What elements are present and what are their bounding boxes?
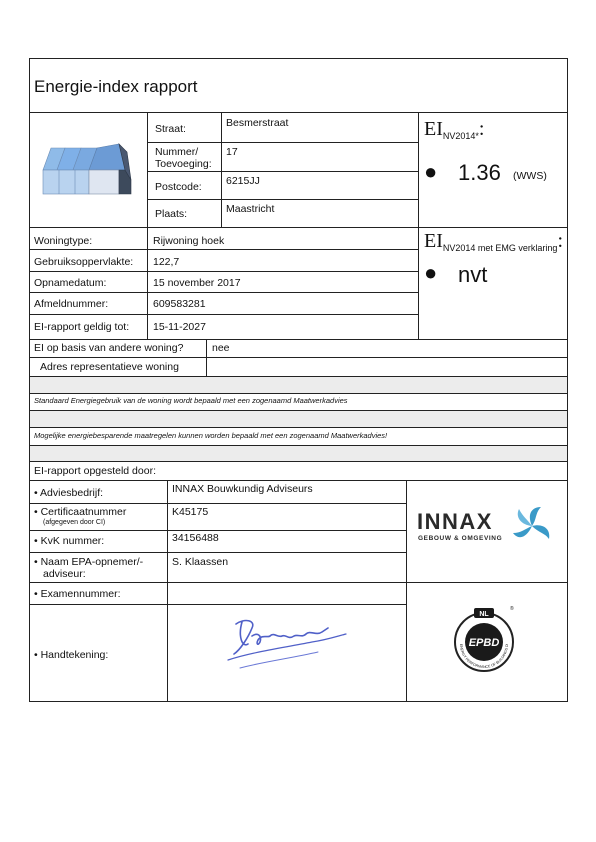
afmeld-value: 609583281 bbox=[153, 298, 206, 310]
city-label: Plaats: bbox=[155, 208, 188, 220]
divider bbox=[29, 314, 418, 315]
number-label-2: Toevoeging: bbox=[155, 158, 212, 170]
divider bbox=[147, 199, 418, 200]
divider bbox=[167, 480, 168, 702]
street-label: Straat: bbox=[155, 123, 186, 135]
kvk-label: • KvK nummer: bbox=[34, 535, 105, 547]
ei-primary-unit: (WWS) bbox=[513, 170, 547, 182]
divider bbox=[29, 112, 568, 113]
ei-emg-label: $EI_{NV2014 met EMG verklaring}$: bbox=[424, 230, 563, 253]
bureau-label: • Adviesbedrijf: bbox=[34, 487, 104, 499]
street-value: Besmerstraat bbox=[226, 117, 289, 129]
divider bbox=[147, 142, 418, 143]
ei-primary-value: 1.36 bbox=[458, 160, 501, 185]
divider bbox=[29, 357, 568, 358]
divider bbox=[147, 227, 148, 339]
ei-primary-label: $EI_{NV2014*}$: bbox=[424, 118, 485, 141]
naam-label-2: adviseur: bbox=[43, 568, 86, 580]
divider bbox=[29, 461, 568, 462]
divider bbox=[29, 552, 406, 553]
note-standard: Standaard Energiegebruik van de woning wordt bepaald met een zogenaamd Maatwerkadvies bbox=[34, 396, 348, 405]
spacer-row bbox=[30, 446, 567, 461]
divider bbox=[29, 227, 568, 228]
divider bbox=[29, 271, 418, 272]
epbd-ring-text: ENERGY PERFORMANCE OF BUILDINGS DI bbox=[458, 643, 510, 670]
cert-value: K45175 bbox=[172, 506, 209, 518]
woningtype-label: Woningtype: bbox=[34, 235, 93, 247]
adres-rep-label: Adres representatieve woning bbox=[40, 361, 179, 373]
divider bbox=[29, 503, 406, 504]
spacer-row bbox=[30, 377, 567, 393]
epbd-text: EPBD bbox=[468, 637, 500, 649]
house-icon bbox=[41, 140, 134, 198]
cert-sub: (afgegeven door CI) bbox=[43, 519, 106, 526]
page-title: Energie-index rapport bbox=[34, 77, 198, 96]
advisor-heading: EI-rapport opgesteld door: bbox=[34, 465, 156, 477]
divider bbox=[418, 112, 419, 339]
divider bbox=[29, 530, 406, 531]
divider bbox=[29, 249, 418, 250]
andere-value: nee bbox=[212, 342, 230, 354]
opp-label: Gebruiksoppervlakte: bbox=[34, 256, 134, 268]
opp-value: 122,7 bbox=[153, 256, 180, 268]
postcode-value: 6215JJ bbox=[226, 175, 260, 187]
hand-label: • Handtekening: bbox=[34, 649, 109, 661]
geldig-label: EI-rapport geldig tot: bbox=[34, 321, 130, 333]
naam-label: • Naam EPA-opnemer/- bbox=[34, 556, 144, 568]
divider bbox=[221, 112, 222, 227]
innax-logo bbox=[413, 503, 563, 548]
spacer-row bbox=[30, 411, 567, 427]
naam-value: S. Klaassen bbox=[172, 556, 229, 568]
afmeld-label: Afmeldnummer: bbox=[34, 298, 109, 310]
bureau-value: INNAX Bouwkundig Adviseurs bbox=[172, 483, 313, 495]
opname-value: 15 november 2017 bbox=[153, 277, 241, 289]
innax-swirl-icon bbox=[509, 505, 555, 547]
divider bbox=[29, 393, 568, 394]
registered-icon: ® bbox=[510, 606, 514, 612]
geldig-value: 15-11-2027 bbox=[153, 321, 206, 333]
ei-emg-value: nvt bbox=[458, 262, 488, 287]
kvk-value: 34156488 bbox=[172, 532, 219, 544]
divider bbox=[29, 480, 568, 481]
number-value: 17 bbox=[226, 146, 238, 158]
epbd-logo bbox=[452, 604, 518, 676]
bullet-icon: ● bbox=[424, 260, 438, 285]
divider bbox=[406, 480, 407, 702]
innax-subtitle: GEBOUW & OMGEVING bbox=[418, 535, 503, 542]
andere-label: EI op basis van andere woning? bbox=[34, 342, 184, 354]
divider bbox=[147, 171, 418, 172]
divider bbox=[29, 582, 568, 583]
signature-image bbox=[222, 614, 352, 676]
divider bbox=[29, 604, 406, 605]
epbd-nl-text: NL bbox=[479, 611, 489, 618]
divider bbox=[29, 292, 418, 293]
divider bbox=[29, 427, 568, 428]
bullet-icon: ● bbox=[424, 159, 438, 184]
note-measures: Mogelijke energiebesparende maatregelen kunnen worden bepaald met een zogenaamd Maatwerkadvies! bbox=[34, 431, 388, 440]
woningtype-value: Rijwoning hoek bbox=[153, 235, 225, 247]
innax-wordmark: INNAX bbox=[417, 509, 493, 534]
cert-label: • Certificaatnummer bbox=[34, 506, 127, 518]
number-label: Nummer/ bbox=[155, 146, 199, 158]
divider bbox=[29, 339, 568, 340]
opname-label: Opnamedatum: bbox=[34, 277, 107, 289]
postcode-label: Postcode: bbox=[155, 181, 202, 193]
examen-label: • Examennummer: bbox=[34, 588, 121, 600]
city-value: Maastricht bbox=[226, 203, 275, 215]
divider bbox=[147, 112, 148, 227]
